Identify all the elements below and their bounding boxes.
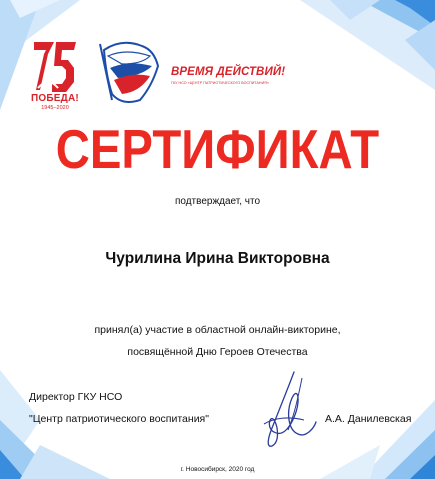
director-position-line-1: Директор ГКУ НСО: [29, 391, 123, 403]
certificate-title: СЕРТИФИКАТ: [55, 118, 380, 180]
confirms-text: подтверждает, что: [174, 196, 261, 207]
participation-text: [0, 319, 435, 363]
handwritten-signature: [258, 368, 320, 456]
vremya-logo-title: ВРЕМЯ ДЕЙСТВИЙ!: [171, 66, 286, 78]
recipient-name: Чурилина Ирина Викторовна: [105, 250, 330, 267]
director-position-line-2: "Центр патриотического воспитания": [29, 413, 209, 425]
victory-logo-text: ПОБЕДА!: [31, 93, 79, 104]
participation-line-1: принял(а) участие в областной онлайн-викторине,: [94, 324, 341, 336]
director-name: А.А. Данилевская: [325, 413, 412, 425]
city-year: г. Новосибирск, 2020 год: [180, 466, 255, 473]
vremya-logo-subtitle: ГКУ НСО «ЦЕНТР ПАТРИОТИЧЕСКОГО ВОСПИТАНИЯ»: [171, 81, 269, 85]
victory-logo-years: 1945–2020: [41, 105, 69, 111]
participation-line-2: посвящённой Дню Героев Отечества: [127, 346, 308, 358]
vremya-deystviy-logo: [92, 36, 167, 106]
